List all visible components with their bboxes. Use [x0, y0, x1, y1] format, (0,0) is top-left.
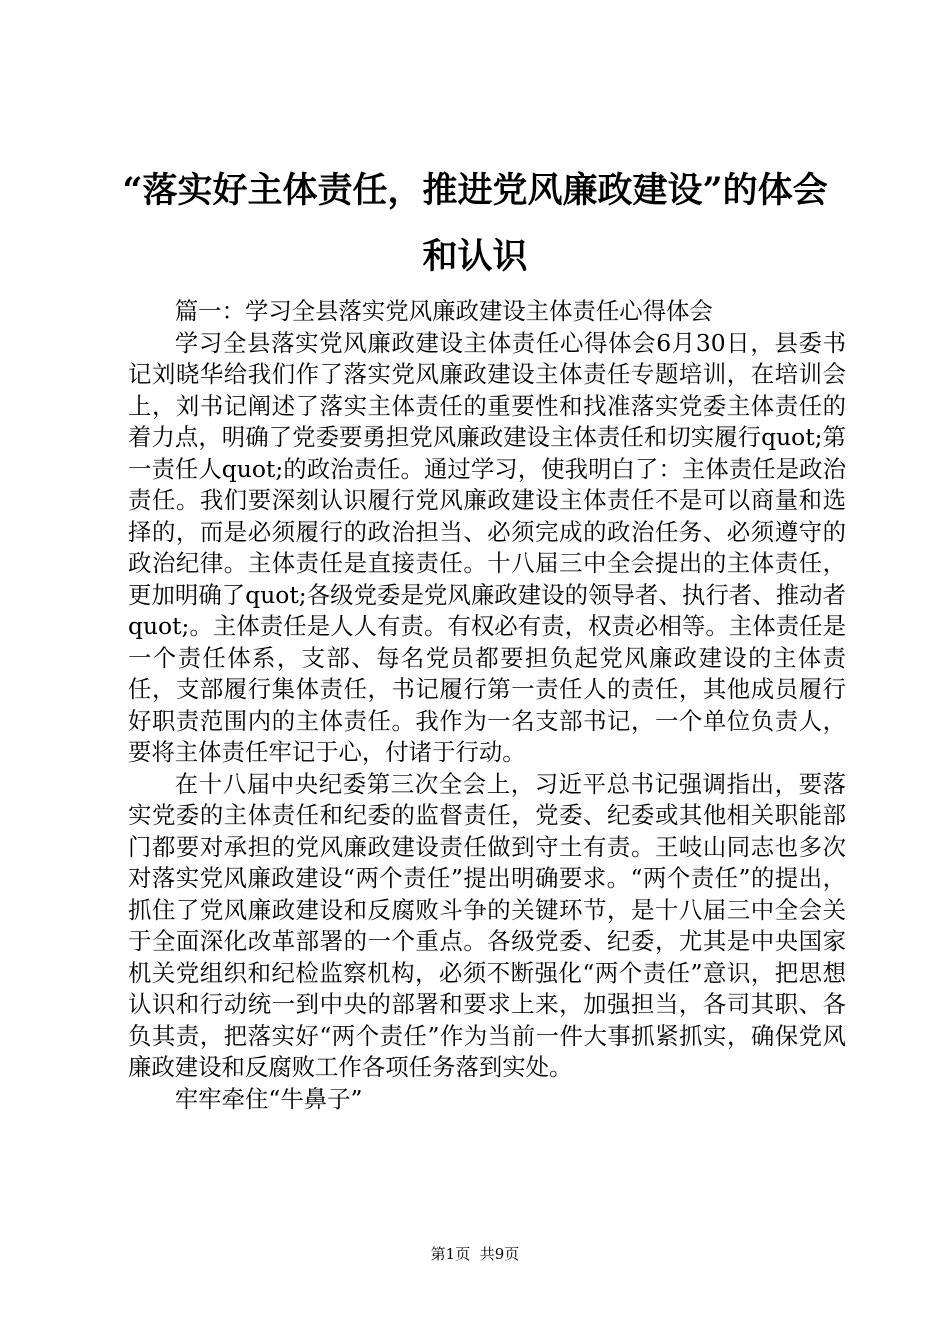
paragraph-heading: 篇一：学习全县落实党风廉政建设主体责任心得体会 [174, 297, 713, 325]
document-title: “落实好主体责任，推进党风廉政建设”的体会和认识 [122, 170, 828, 277]
page-total: 共9页 [479, 1245, 520, 1263]
page-number: 第1页 [430, 1245, 471, 1263]
paragraph: 在十八届中央纪委第三次全会上，习近平总书记强调指出，要落实党委的主体责任和纪委的监督责任，党委、纪委或其他相关职能部门都要对承担的党风廉政建设责任做到守土有责。王岐山同志也多次对落实党风廉政建设“两个责任”提出明确要求。“两个责任”的提出，抓住了党风廉政建设和反腐败斗争的关键环节，是十八届三中全会关于全面深化改革部署的一个重点。各级党委、纪委，尤其是中央国家机关党组织和纪检监察机构，必须不断强化“两个责任”意识，把思想认识和行动统一到中央的部署和要求上来，加强担当，各司其职、各负其责，把落实好“两个责任”作为当前一件大事抓紧抓实，确保党风廉政建设和反腐败工作各项任务落到实处。 [128, 769, 846, 1081]
document-body [128, 296, 846, 1115]
paragraph: 学习全县落实党风廉政建设主体责任心得体会6月30日，县委书记刘晓华给我们作了落实党风廉政建设主体责任专题培训，在培训会上，刘书记阐述了落实主体责任的重要性和找准落实党委主体责任的着力点，明确了党委要勇担党风廉政建设主体责任和切实履行quot;第一责任人quot;的政治责任。通过学习，使我明白了：主体责任是政治责任。我们要深刻认识履行党风廉政建设主体责任不是可以商量和选择的，而是必须履行的政治担当、必须完成的政治任务、必须遵守的政治纪律。主体责任是直接责任。十八届三中全会提出的主体责任，更加明确了quot;各级党委是党风廉政建设的领导者、执行者、推动者quot;。主体责任是人人有责。有权必有责，权责必相等。主体责任是一个责任体系，支部、每名党员都要担负起党风廉政建设的主体责任，支部履行集体责任，书记履行第一责任人的责任，其他成员履行好职责范围内的主体责任。我作为一名支部书记，一个单位负责人，要将主体责任牢记于心，付诸于行动。 [128, 328, 846, 766]
page-footer [0, 1244, 950, 1264]
paragraph-subheading: 牢牢牵住“牛鼻子” [174, 1084, 363, 1113]
